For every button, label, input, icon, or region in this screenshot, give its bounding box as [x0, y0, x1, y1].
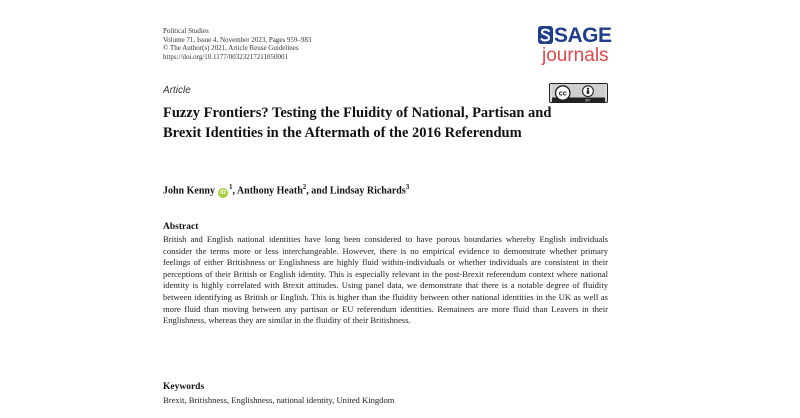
abstract-heading: Abstract: [163, 222, 199, 232]
article-type-label: Article: [163, 85, 191, 96]
copyright-line[interactable]: © The Author(s) 2021, Article Reuse Guidelines: [163, 44, 299, 53]
journals-wordmark: journals: [542, 45, 609, 66]
author-separator: ,: [232, 185, 237, 197]
cc-by-license-badge[interactable]: [549, 83, 608, 103]
doi-link[interactable]: https://doi.org/10.1177/00323217211050001: [163, 52, 288, 61]
by-label: BY: [585, 98, 591, 103]
sage-s-icon: [538, 26, 553, 44]
volume-info: Volume 71, Issue 4, November 2023, Pages 959–983: [163, 35, 312, 44]
author-name[interactable]: Lindsay Richards: [329, 185, 406, 197]
author-list: [163, 183, 409, 198]
by-person-icon: [587, 88, 589, 90]
author-separator: , and: [306, 185, 330, 197]
article-title: Fuzzy Frontiers? Testing the Fluidity of National, Partisan and Brexit Identities in the Aftermath of the 2016 Referendum: [163, 105, 552, 141]
sage-wordmark: [538, 25, 612, 47]
sage-journals-logo: [538, 25, 618, 73]
sage-brand-text: SAGE: [554, 24, 612, 47]
author-name[interactable]: John Kenny: [163, 185, 215, 197]
affiliation-marker: 3: [405, 183, 410, 191]
journal-name: Political Studies: [163, 27, 209, 35]
affiliation-marker: 2: [302, 183, 307, 191]
cc-icon: cc: [558, 88, 567, 98]
article-metadata: [163, 27, 311, 61]
keywords-heading: Keywords: [163, 382, 205, 392]
abstract-text: British and English national identities have long been considered to have porous boundaries whereby English individuals consider the terms more or less interchangeable. However, there is no empirical evidence to demonstrate whether primary feelings of either Britishness or Englishness are highly fluid within-individuals or whether individuals are consistent in their perceptions of their British or English identity. This is especially relevant in the post-Brexit referendum context where national identity is highly correlated with Brexit attitudes. Using panel data, we demonstrate that there is a notable degree of fluidity between identifying as British or English. This is higher than the fluidity between other national identities in the UK as well as more fluid than moving between any partisan or EU referendum identities. Remainers are more fluid than Leavers in their Englishness, whereas they are similar in the fluidity of their Britishness.: [163, 234, 608, 326]
keywords-text: Brexit, Britishness, Englishness, national identity, United Kingdom: [163, 395, 395, 405]
author-name[interactable]: Anthony Heath: [236, 185, 303, 197]
affiliation-marker: 1: [228, 183, 233, 191]
orcid-icon[interactable]: iD: [219, 190, 226, 197]
